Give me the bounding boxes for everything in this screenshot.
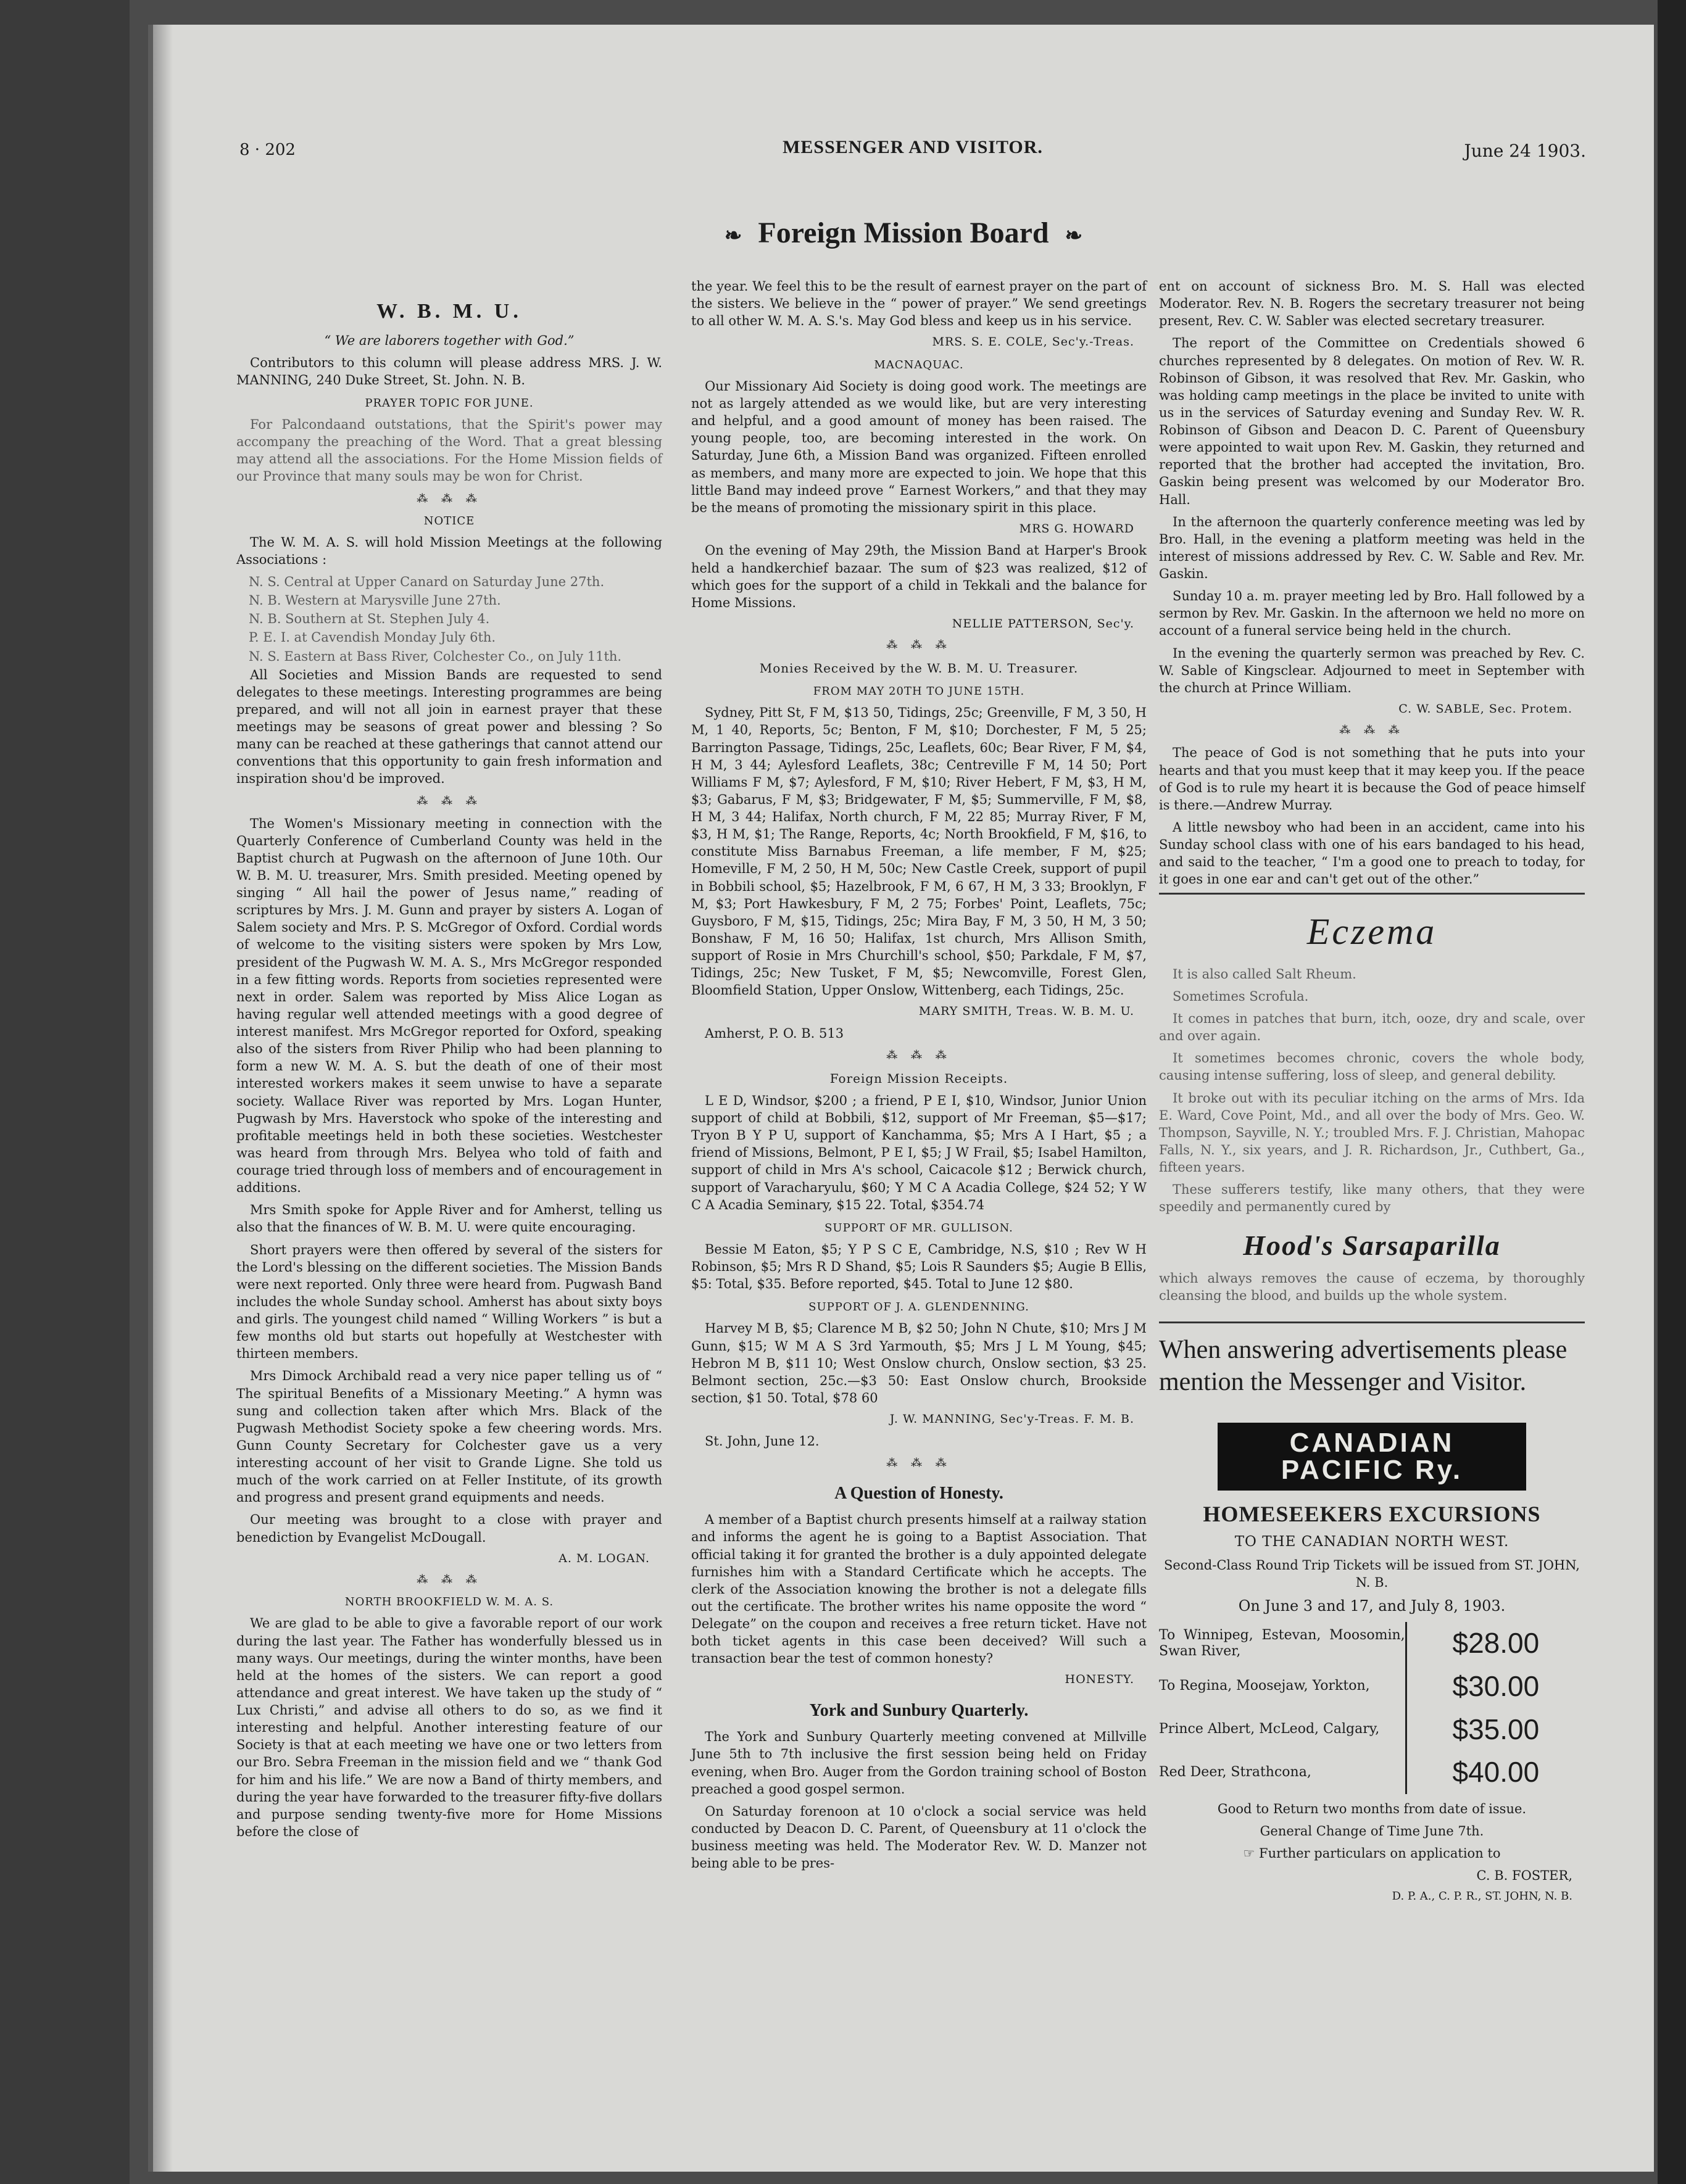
prayer-topic-heading: PRAYER TOPIC FOR JUNE. (365, 396, 534, 410)
fare-destination: Prince Albert, McLeod, Calgary, (1159, 1721, 1380, 1737)
separator-ornament-icon: ⁂ ⁂ ⁂ (417, 1573, 482, 1587)
fare-table (1159, 1622, 1585, 1794)
cumberland-report-p4: Mrs Dimock Archibald read a very nice paper telling us of “ The spiritual Benefits of a Missionary Meeting.” A hymn was sung and collection taken after which Mrs. Black of the Pugwash Methodist Society spoke a few cheering words. Mrs. Gunn County Secretary for Colchester gave us a very interesting account of her visit to Grande Ligne. She told us much of the work carried on at Feller Institute, of its growth and progress and present grand equipments and needs. (236, 1368, 662, 1505)
newsboy-anecdote: A little newsboy who had been in an accident, came into his Sunday school class with one of his ears bandaged to his head, and said to the teacher, “ I'm a good one to preach to today, for it goes in one ear and can't get out of the other.” (1159, 819, 1585, 887)
monies-dates: FROM MAY 20TH TO JUNE 15TH. (813, 685, 1025, 698)
north-brookfield-heading: NORTH BROOKFIELD W. M. A. S. (344, 1595, 554, 1609)
york-sunbury-p4: In the afternoon the quarterly conference meeting was led by Bro. Hall, in the evening a platform meeting was held in the interest of missions addressed by Rev. C. W. Sable and Rev. Mr. Gaskin. (1159, 514, 1585, 581)
gullison-heading: SUPPORT OF MR. GULLISON. (824, 1221, 1013, 1235)
separator-ornament-icon: ⁂ ⁂ ⁂ (886, 1049, 952, 1062)
eczema-ad-line: It is also called Salt Rheum. (1173, 966, 1356, 982)
york-sunbury-p2: On Saturday forenoon at 10 o'clock a social service was held conducted by Deacon D. C. Parent, of Queensbury at 11 o'clock the business meeting was held. The Moderator Rev. W. D. Manzer not being able to be pres- (691, 1803, 1147, 1871)
separator-ornament-icon: ⁂ ⁂ ⁂ (417, 794, 482, 808)
excursion-description: Second-Class Round Trip Tickets will be issued from ST. JOHN, N. B. (1164, 1557, 1580, 1590)
eczema-ad-line: These sufferers testify, like many others, that they were speedily and permanently cured by (1159, 1182, 1585, 1215)
fare-price: $40.00 (1406, 1751, 1585, 1794)
fare-row (1159, 1708, 1585, 1752)
monies-body: Sydney, Pitt St, F M, $13 50, Tidings, 25c; Greenville, F M, 3 50, H M, 1 40, Reports, 5c; Benton, F M, $10; Dorchester, F M, 5 25; Barrington Passage, Tidings, 25c, Leaflets, 60c; Bear River, F M, $4, H M, 3 44; Aylesford Leaflets, 38c; Centreville F M, 14 50; Port Williams F M, $7; Aylesford, F M, $10; River Hebert, F M, $3, H M, $3; Gabarus, F M, $3; Bridgewater, F M, $5; Summerville, F M, $8, H M, 3 44; Halifax, North church, F M, 22 85; Murray River, F M, $3, H M, $1; The Range, Reports, 4c; North Brookfield, F M, $16, to constitute Miss Barnabus Freeman, a life member, F M, $25; Homeville, F M, 2 50, H M, 50c; New Castle Creek, support of pupil in Bobbili school, $5; Hazelbrook, F M, 6 67, H M, 3 33; Brooklyn, F M, $3; Port Hawkesbury, F M, 2 75; Forbes' Point, Leaflets, 75c; Guysboro, F M, $15, Tidings, 25c; Mira Bay, F M, 3 50, H M, 3 50; Bonshaw, F M, 16 50; Halifax, 1st church, Mrs Allison Smith, support of Rosie in Mrs Churchill's school, $50; Parkdale, F M, $7, Tidings, 25c; New Tusket, F M, $5; Newcomville, Forest Glen, Bloomfield Station, Upper Onslow, Wittenberg, each Tidings, 25c. (691, 705, 1147, 998)
macnaquac-body: Our Missionary Aid Society is doing good work. The meetings are not as largely attended as we would like, but are very interesting and helpful, and a good amount of money has been raised. The young people, too, are becoming interested in the work. On Saturday, June 6th, a Mission Band was organized. Fifteen enrolled as members, and many more are expected to join. We hope that this little Band may indeed prove “ Earnest Workers,” and that they may be the means of promoting the missionary spirit in this place. (691, 378, 1147, 515)
manning-signature: J. W. MANNING, Sec'y-Treas. F. M. B. (889, 1412, 1134, 1426)
cpr-logo-line1: CANADIAN (1289, 1427, 1455, 1458)
glendenning-body: Harvey M B, $5; Clarence M B, $2 50; John N Chute, $10; Mrs J M Gunn, $15; W M A S 3rd Yarmouth, $5; Mrs J L M Young, $45; Hebron M B, $11 10; West Onslow church, Onslow section, $3 25. Belmont section, 25c.—$3 50: East Onslow church, Brookside section, $1 50. Total, $78 60 (691, 1321, 1147, 1405)
fare-price: $28.00 (1406, 1622, 1585, 1665)
york-sunbury-p1: The York and Sunbury Quarterly meeting convened at Millville June 5th to 7th inclusive the first session being held on Friday evening, when Bro. Auger from the Gordon training school of Boston preached a good gospel sermon. (691, 1729, 1147, 1797)
macnaquac-signature: MRS G. HOWARD (1019, 521, 1134, 536)
section-title (153, 216, 1654, 250)
section-title-text: Foreign Mission Board (758, 217, 1049, 249)
fare-destination: To Regina, Moosejaw, Yorkton, (1159, 1678, 1370, 1694)
notice-item: N. S. Central at Upper Canard on Saturday June 27th. (249, 574, 605, 589)
notice-body: All Societies and Mission Bands are requested to send delegates to these meetings. Interesting programmes are being prepared, and will not all join in earnest prayer that these meetings may be seasons of great power and blessing ? So many can be reached at these gatherings that cannot attend our conventions that this opportunity to gain fresh information and inspiration shou'd be improved. (236, 667, 662, 787)
fare-price: $35.00 (1406, 1708, 1585, 1752)
cumberland-report-p5: Our meeting was brought to a close with prayer and benediction by Evangelist McDougall. (236, 1512, 662, 1545)
fare-row (1159, 1622, 1585, 1665)
contributors-note: Contributors to this column will please address MRS. J. W. MANNING, 240 Duke Street, St. John. N. B. (236, 355, 662, 387)
cumberland-report-p1: The Women's Missionary meeting in connection with the Quarterly Conference of Cumberland County was held in the Baptist church at Pugwash on the afternoon of June 10th. Our W. B. M. U. treasurer, Mrs. Smith presided. Meeting opened by singing “ All hail the power of Jesus name,” reading of scriptures by Mrs. J. M. Gunn and prayer by sisters A. Logan of Salem society and Mrs. P. S. McGregor of Oxford. Cordial words of welcome to the visiting sisters were spoken by Mrs Low, president of the Pugwash W. M. A. S., Mrs McGregor responded in a few fitting words. Reports from societies represented were next in order. Salem was reported by Miss Alice Logan as having regular well attended meetings with a good degree of interest manifest. Mrs McGregor reported for Oxford, speaking also of the sisters from River Philip who had been planning to form a new W. M. A. S. but the death of one of their most interested workers makes it seem unwise to have a separate society. Wallace River was reported by Mrs. Logan Hunter, Pugwash by Mrs. Haverstock who spoke of the interesting and profitable meetings held in both these societies. Westchester was heard from through Mrs. Belyea who told of faith and courage tried through loss of members and of encouragement in additions. (236, 816, 662, 1196)
cpr-logo-line2: PACIFIC Ry. (1281, 1454, 1463, 1485)
monies-address: Amherst, P. O. B. 513 (705, 1025, 844, 1041)
cumberland-signature: A. M. LOGAN. (559, 1551, 650, 1565)
notice-item: N. B. Western at Marysville June 27th. (249, 593, 501, 608)
notice-item: P. E. I. at Cavendish Monday July 6th. (249, 630, 496, 645)
eczema-ad-line: Sometimes Scrofula. (1173, 988, 1309, 1004)
fare-price: $30.00 (1406, 1665, 1585, 1708)
separator-ornament-icon: ⁂ ⁂ ⁂ (417, 492, 482, 505)
separator-ornament-icon: ⁂ ⁂ ⁂ (1339, 724, 1405, 737)
notice-item: N. B. Southern at St. Stephen July 4. (249, 611, 490, 627)
agent-title: D. P. A., C. P. R., ST. JOHN, N. B. (1392, 1890, 1572, 1903)
macnaquac-heading: MACNAQUAC. (874, 358, 964, 371)
issue-date: June 24 1903. (1464, 141, 1586, 161)
glendenning-heading: SUPPORT OF J. A. GLENDENNING. (808, 1301, 1029, 1314)
hoods-sarsaparilla-brand: Hood's Sarsaparilla (1243, 1230, 1501, 1262)
north-brookfield-continued: the year. We feel this to be the result of earnest prayer on the part of the sisters. We believe in the “ power of prayer.” We send greetings to all other W. M. A. S.'s. May God bless and keep us in his service. (691, 279, 1147, 329)
notice-item: N. S. Eastern at Bass River, Colchester Co., on July 11th. (249, 648, 622, 664)
eczema-advertisement (1159, 893, 1585, 1304)
york-sunbury-p5: Sunday 10 a. m. prayer meeting led by Bro. Hall followed by a sermon by Rev. Mr. Gaskin. In the afternoon we held no more on account of a funeral service being held in the church. (1159, 589, 1585, 639)
wbmu-heading: W. B. M. U. (376, 300, 522, 323)
cpr-logo (1218, 1423, 1526, 1491)
ornament-left-icon: ❧ (724, 225, 742, 247)
prayer-topic-text: For Palcondaand outstations, that the Spirit's power may accompany the preaching of the Word. That a great blessing may attend all the associations. For the Home Mission fields of our Province that many souls may be won for Christ. (236, 417, 662, 484)
eczema-ad-line: It comes in patches that burn, itch, ooze, dry and scale, over and over again. (1159, 1011, 1585, 1044)
cumberland-report-p2: Mrs Smith spoke for Apple River and for Amherst, telling us also that the finances of W. B. M. U. were quite encouraging. (236, 1202, 662, 1235)
notice-heading: NOTICE (423, 514, 475, 527)
masthead: MESSENGER AND VISITOR. (783, 137, 1043, 157)
separator-ornament-icon: ⁂ ⁂ ⁂ (886, 639, 952, 652)
page-header (239, 134, 1586, 172)
excursion-title: HOMESEEKERS EXCURSIONS (1203, 1501, 1541, 1526)
peace-quote: The peace of God is not something that he puts into your hearts and that you must keep that it may keep you. If the peace of God is to rule my heart it is because the God of peace himself is there.—Andrew Murray. (1159, 745, 1585, 813)
scanner-margin-left (0, 0, 130, 2184)
receipts-heading: Foreign Mission Receipts. (829, 1071, 1008, 1086)
north-brookfield-signature: MRS. S. E. COLE, Sec'y.-Treas. (932, 335, 1134, 349)
york-sunbury-signature: C. W. SABLE, Sec. Protem. (1398, 701, 1572, 716)
page-number: 8 · 202 (239, 141, 296, 159)
receipts-body: L E D, Windsor, $200 ; a friend, P E I, $10, Windsor, Junior Union support of child at Bobbili, $12, support of Mr Freeman, $5—$17; Tryon B Y P U, support of Kanchamma, $5; Mrs A I Hart, $5 ; a friend of Missions, Belmont, P E I, $5; J W Frail, $5; Isabel Hamilton, support of child in Mrs A's school, Caicacole $12 ; Berwick church, support of Varacharyulu, $60; Y M C A Acadia College, $24 52; Y W C A Acadia Seminary, $15 22. Total, $354.74 (691, 1093, 1147, 1212)
return-note: Good to Return two months from date of issue. (1217, 1801, 1527, 1816)
wbmu-motto: “ We are laborers together with God.” (324, 333, 575, 348)
monies-heading: Monies Received by the W. B. M. U. Treasurer. (759, 661, 1079, 676)
excursion-subtitle: TO THE CANADIAN NORTH WEST. (1234, 1534, 1510, 1550)
time-change-note: General Change of Time June 7th. (1260, 1823, 1484, 1839)
scanner-margin-right (1658, 0, 1686, 2184)
cpr-advertisement (1159, 1423, 1585, 1905)
column-3 (1159, 278, 1585, 1909)
eczema-ad-title: Eczema (1306, 911, 1437, 953)
excursion-dates: On June 3 and 17, and July 8, 1903. (1238, 1597, 1506, 1615)
notice-intro: The W. M. A. S. will hold Mission Meetings at the following Associations : (236, 534, 662, 567)
separator-ornament-icon: ⁂ ⁂ ⁂ (886, 1456, 952, 1470)
manning-address: St. John, June 12. (705, 1433, 820, 1449)
newspaper-page (148, 25, 1654, 2172)
column-2 (691, 278, 1147, 1877)
gullison-body: Bessie M Eaton, $5; Y P S C E, Cambridge, N.S, $10 ; Rev W H Robinson, $5; Mrs R D Shand, $5; Lois R Saunders $5; Augie B Ellis, $5: Total, $35. Before reported, $45. Total to June 12 $80. (691, 1241, 1147, 1292)
honesty-signature: HONESTY. (1065, 1673, 1134, 1687)
north-brookfield-body: We are glad to be able to give a favorable report of our work during the last year. The Father has wonderfully blessed us in many ways. Our meetings, during the winter months, have been held at the homes of the sisters. We can report a good attendance and great interest. We have taken up the study of “ Lux Christi,” and advise all others to do so, as we find it interesting and helpful. Another interesting feature of our Society is that at each meeting we have one or two letters from our Bro. Sebra Freeman in the mission field and we “ thank God for him and his life.” We are now a Band of thirty members, and during the year have forwarded to the treasurer fifty-five dollars and purpose sending twenty-five more for Home Missions before the close of (236, 1616, 662, 1839)
york-sunbury-p6: In the evening the quarterly sermon was preached by Rev. C. W. Sable of Kingsclear. Adjourned to meet in September with the church at Prince William. (1159, 645, 1585, 695)
honesty-heading: A Question of Honesty. (834, 1483, 1003, 1503)
eczema-ad-tail: which always removes the cause of eczema, by thoroughly cleansing the blood, and builds up the whole system. (1159, 1271, 1585, 1304)
cumberland-report-p3: Short prayers were then offered by several of the sisters for the Lord's blessing on the different societies. The Mission Bands were next reported. Only three were heard from. Pugwash Band includes the whole Sunday school. Amherst has about sixty boys and girls. The youngest child named “ Willing Workers ” is but a few months old but starts out hopefully at Westchester with thirteen members. (236, 1242, 662, 1362)
fare-row (1159, 1751, 1585, 1794)
york-sunbury-p3: The report of the Committee on Credentials showed 6 churches represented by 8 delegates. On motion of Rev. W. R. Robinson of Gibson, it was resolved that Rev. Mr. Gaskin, who was holding camp meetings in the place be invited to unite with us in the services of Saturday evening and Sunday Rev. W. R. Robinson of Gibson and Deacon D. C. Parent of Queensbury were appointed to wait upon Rev. M. Gaskin, they returned and reported that the brother had accepted the invitation, Bro. Gaskin being present was welcomed by our Moderator Bro. Hall. (1159, 336, 1585, 507)
honesty-body: A member of a Baptist church presents himself at a railway station and informs the agent he is going to a Baptist Association. That official taking it for granted the brother is a duly appointed delegate furnishes him with a Standard Certificate which he accepts. The clerk of the Association knowing the brother is not a delegate fills out the certificate. The brother writes his name opposite the word “ Delegate” on the coupon and receives a free return ticket. Have not both ticket agents in this case been deceived? Will such a transaction bear the test of common honesty? (691, 1512, 1147, 1666)
york-sunbury-heading: York and Sunbury Quarterly. (809, 1700, 1029, 1720)
column-1 (236, 290, 662, 1845)
further-particulars: ☞ Further particulars on application to (1243, 1846, 1501, 1861)
monies-signature: MARY SMITH, Treas. W. B. M. U. (918, 1004, 1134, 1019)
york-sunbury-continued: ent on account of sickness Bro. M. S. Hall was elected Moderator. Rev. N. B. Rogers the secretary treasurer not being present, Rev. C. W. Sabler was elected secretary treasurer. (1159, 279, 1585, 329)
harpers-brook-signature: NELLIE PATTERSON, Sec'y. (952, 616, 1134, 631)
ornament-right-icon: ❧ (1065, 225, 1083, 247)
harpers-brook-body: On the evening of May 29th, the Mission Band at Harper's Brook held a handkerchief bazaar. The sum of $23 was realized, $12 of which goes for the support of a child in Tekkali and the balance for Home Missions. (691, 543, 1147, 610)
fare-destination: To Winnipeg, Estevan, Moosomin, Swan River, (1159, 1627, 1405, 1660)
fare-destination: Red Deer, Strathcona, (1159, 1764, 1311, 1780)
advertiser-notice: When answering advertisements please mention the Messenger and Visitor. (1159, 1322, 1585, 1397)
fare-row (1159, 1665, 1585, 1708)
agent-name: C. B. FOSTER, (1476, 1868, 1572, 1884)
eczema-ad-line: It broke out with its peculiar itching on the arms of Mrs. Ida E. Ward, Cove Point, Md., and all over the body of Mrs. Geo. W. Thompson, Sayville, N. Y.; troubled Mrs. F. J. Christian, Mahopac Falls, N. Y., six years, and J. R. Richardson, Jr., Cuthbert, Ga., fifteen years. (1159, 1090, 1585, 1175)
eczema-ad-line: It sometimes becomes chronic, covers the whole body, causing intense suffering, loss of sleep, and general debility. (1159, 1051, 1585, 1083)
